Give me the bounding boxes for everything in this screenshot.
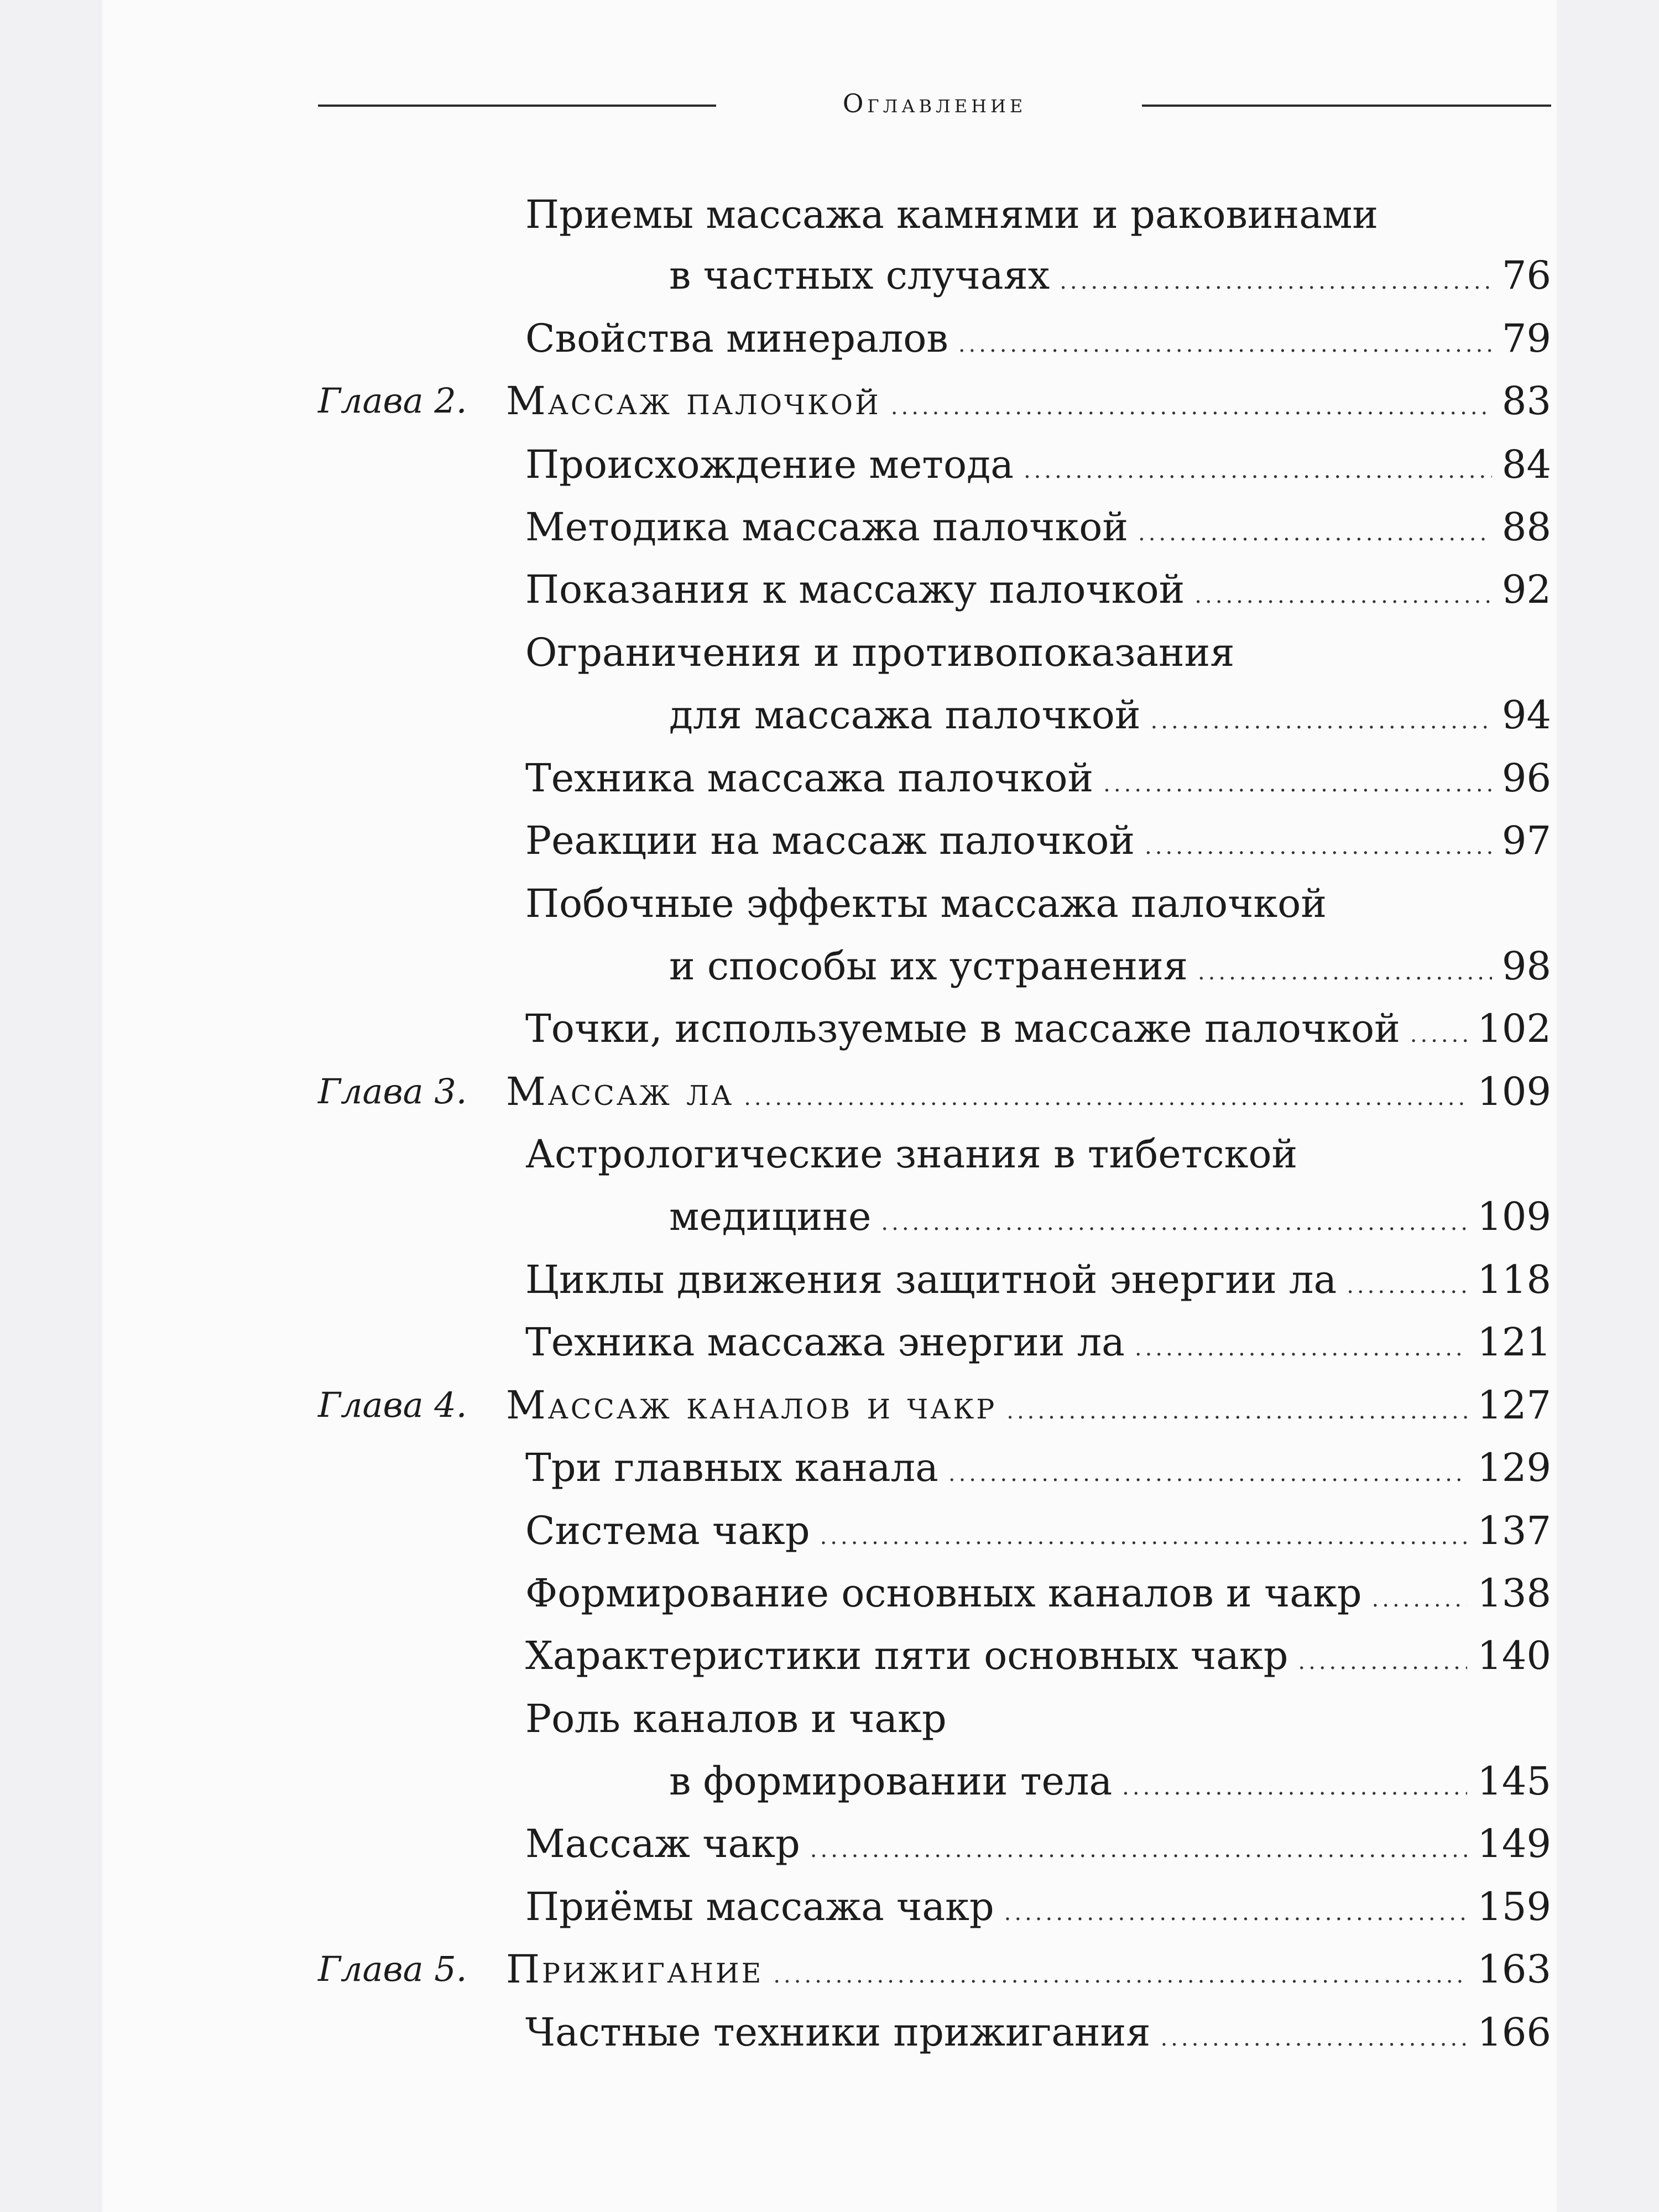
toc-entry-page: 98 — [1501, 943, 1551, 989]
toc-entry — [525, 2005, 1551, 2060]
dot-leader — [1194, 568, 1492, 623]
toc-entry-page: 129 — [1477, 1445, 1551, 1490]
toc-entry-title: и способы их устранения — [669, 943, 1188, 989]
toc-entry-page: 102 — [1477, 1006, 1551, 1051]
toc-chapter — [506, 1064, 1551, 1119]
toc-chapter — [506, 1378, 1551, 1433]
toc-entry-page: 145 — [1477, 1759, 1551, 1804]
toc-entry — [525, 1691, 947, 1746]
toc-entry-title: в частных случаях — [669, 253, 1050, 298]
toc-entry — [669, 687, 1551, 743]
toc-entry-title: Астрологические знания в тибетской — [525, 1131, 1298, 1177]
toc-entry — [525, 437, 1551, 492]
toc-entry-page: 163 — [1477, 1947, 1551, 1992]
dot-leader — [1135, 1321, 1468, 1376]
dot-leader — [1347, 1258, 1467, 1313]
toc-entry-page: 109 — [1477, 1069, 1551, 1114]
dot-leader — [1122, 1760, 1467, 1815]
toc-entry-title: Показания к массажу палочкой — [525, 567, 1185, 612]
toc-entry-title: Свойства минералов — [525, 316, 948, 361]
chapter-label: Глава 3. — [318, 1071, 467, 1112]
toc-entry-page: 121 — [1477, 1319, 1551, 1365]
chapter-label: Глава 4. — [318, 1385, 467, 1425]
dot-leader — [810, 1822, 1468, 1877]
toc-entry-title: Система чакр — [525, 1508, 810, 1553]
toc-chapter — [506, 1942, 1551, 1997]
toc-entry-page: 88 — [1501, 504, 1551, 550]
header-rule-right — [1142, 105, 1551, 107]
toc-entry-page: 118 — [1477, 1257, 1551, 1302]
dot-leader — [958, 317, 1492, 372]
dot-leader — [948, 1446, 1468, 1501]
toc-entry — [669, 1189, 1551, 1244]
toc-entry-page: 109 — [1477, 1194, 1551, 1239]
toc-entry — [669, 248, 1551, 303]
chapter-title: Прижигание — [506, 1947, 764, 1992]
toc-entry — [525, 1126, 1297, 1182]
toc-entry — [525, 187, 1378, 242]
toc-entry-page: 137 — [1477, 1508, 1551, 1553]
dot-leader — [1006, 1384, 1467, 1439]
chapter-label: Глава 2. — [318, 380, 467, 421]
toc-entry-title: Побочные эффекты массажа палочкой — [525, 881, 1327, 926]
book-page — [102, 0, 1557, 2212]
toc-entry — [525, 750, 1551, 806]
dot-leader — [1151, 693, 1492, 749]
toc-entry — [669, 1754, 1551, 1809]
toc-entry — [525, 1440, 1551, 1495]
toc-entry-page: 149 — [1477, 1821, 1551, 1866]
toc-entry-title: Приёмы массажа чакр — [525, 1884, 994, 1929]
toc-entry — [669, 938, 1551, 994]
bleed-through-text — [268, 188, 279, 228]
toc-entry — [525, 1503, 1551, 1558]
toc-entry-page: 92 — [1501, 567, 1551, 612]
toc-entry-title: Три главных канала — [525, 1445, 938, 1490]
toc-entry-page: 127 — [1477, 1383, 1551, 1428]
dot-leader — [1060, 254, 1492, 309]
toc-entry — [525, 1816, 1551, 1871]
toc-entry-page: 140 — [1477, 1633, 1551, 1678]
toc-entry-title: Точки, используемые в массаже палочкой — [525, 1006, 1400, 1051]
toc-entry-page: 97 — [1501, 818, 1551, 863]
chapter-title: Массаж ла — [506, 1069, 734, 1114]
dot-leader — [881, 1195, 1467, 1250]
dot-leader — [1372, 1572, 1468, 1627]
toc-entry-title: для массажа палочкой — [669, 692, 1141, 738]
toc-entry-page: 166 — [1477, 2010, 1551, 2055]
running-header — [318, 90, 1551, 117]
toc-entry-page: 159 — [1477, 1884, 1551, 1929]
toc-entry — [525, 1879, 1551, 1934]
dot-leader — [1160, 2011, 1467, 2066]
toc-entry-title: Формирование основных каналов и чакр — [525, 1571, 1362, 1616]
toc-entry-title: Роль каналов и чакр — [525, 1696, 947, 1741]
toc-entry — [525, 562, 1551, 617]
toc-entry-page: 83 — [1501, 378, 1551, 424]
dot-leader — [1410, 1007, 1468, 1062]
chapter-title: Массаж палочкой — [506, 378, 881, 424]
toc-entry-title: Приемы массажа камнями и раковинами — [525, 192, 1379, 237]
chapter-title: Массаж каналов и чакр — [506, 1383, 997, 1428]
dot-leader — [1024, 443, 1492, 498]
toc-entry-page: 96 — [1501, 755, 1551, 801]
dot-leader — [1138, 505, 1492, 561]
dot-leader — [744, 1070, 1467, 1125]
toc-entry — [525, 813, 1551, 868]
chapter-label: Глава 5. — [318, 1949, 467, 1989]
toc-entry — [525, 499, 1551, 555]
dot-leader — [773, 1948, 1467, 2003]
toc-entry-page: 138 — [1477, 1571, 1551, 1616]
toc-entry — [525, 311, 1551, 366]
toc-entry-title: Характеристики пяти основных чакр — [525, 1633, 1288, 1678]
toc-entry-title: Частные техники прижигания — [525, 2010, 1151, 2055]
toc-entry-page: 76 — [1501, 253, 1551, 298]
toc-entry-title: Ограничения и противопоказания — [525, 630, 1235, 675]
dot-leader — [1298, 1634, 1467, 1689]
header-title: Оглавление — [842, 88, 1027, 118]
toc-entry-title: в формировании тела — [669, 1759, 1113, 1804]
dot-leader — [1198, 945, 1492, 1000]
toc-entry-page: 84 — [1501, 442, 1551, 487]
toc-entry — [525, 876, 1327, 931]
toc-entry — [525, 1628, 1551, 1683]
dot-leader — [1145, 819, 1492, 874]
dot-leader — [1103, 757, 1492, 812]
toc-entry — [525, 625, 1234, 680]
toc-entry-page: 94 — [1501, 692, 1551, 738]
toc-entry-title: Техника массажа энергии ла — [525, 1319, 1125, 1365]
toc-entry-title: Методика массажа палочкой — [525, 504, 1128, 550]
toc-entry-title: Реакции на массаж палочкой — [525, 818, 1135, 863]
toc-entry-page: 79 — [1501, 316, 1551, 361]
toc-entry — [525, 1252, 1551, 1307]
toc-entry — [525, 1001, 1551, 1056]
dot-leader — [891, 379, 1492, 435]
toc-entry-title: медицине — [669, 1194, 872, 1239]
toc-entry-title: Циклы движения защитной энергии ла — [525, 1257, 1337, 1302]
toc-entry — [525, 1314, 1551, 1370]
toc-entry-title: Происхождение метода — [525, 442, 1014, 487]
toc-entry-title: Техника массажа палочкой — [525, 755, 1094, 801]
toc-entry — [525, 1566, 1551, 1621]
toc-chapter — [506, 373, 1551, 429]
dot-leader — [820, 1509, 1468, 1564]
dot-leader — [1004, 1885, 1468, 1940]
toc-entry-title: Массаж чакр — [525, 1821, 800, 1866]
